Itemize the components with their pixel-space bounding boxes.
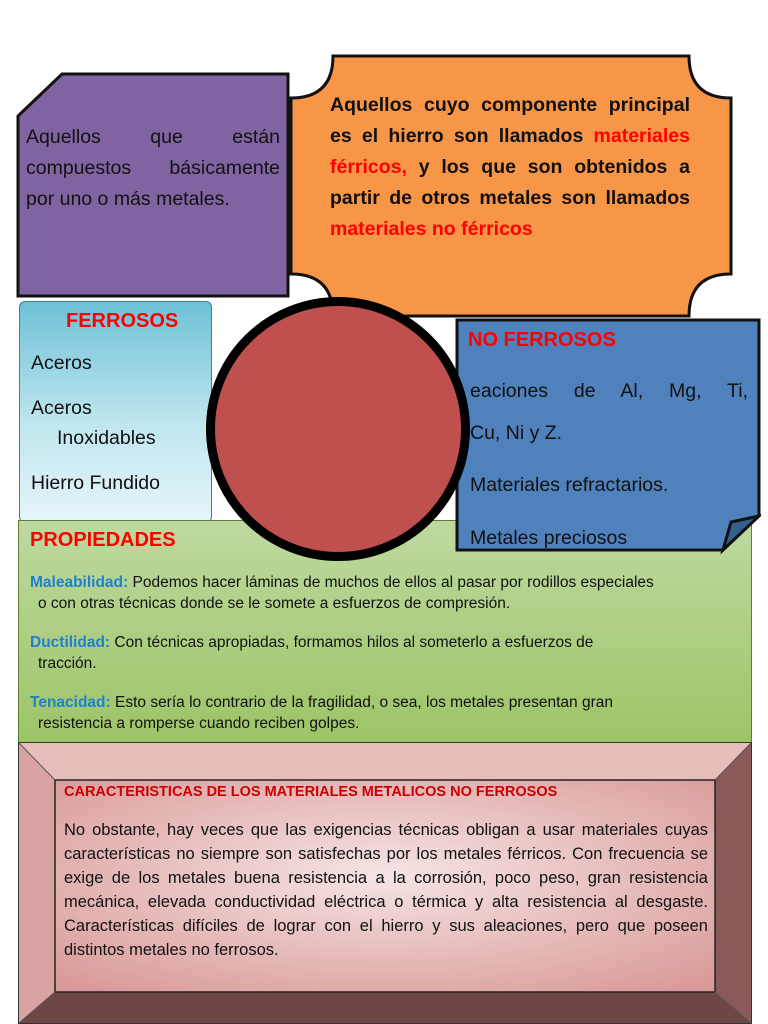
ferrosos-title: FERROSOS [66, 310, 179, 332]
prop-line: Podemos hacer láminas de muchos de ellos al pasar por rodillos especiales [128, 574, 654, 591]
prop-maleabilidad [30, 572, 746, 614]
caracteristicas-body: No obstante, hay veces que las exigencias técnicas obligan a usar materiales cuyas características no siempre son satisfechas por los metales férricos. Con frecuencia se exige de los metales buena resistencia a la corrosión, poco peso, gran resistencia mecánica, elevada conductividad eléctrica o térmica y alta resistencia al desgaste. Características difíciles de lograr con el hierro y sus aleaciones, pero que poseen distintos metales no ferrosos. [64, 821, 708, 959]
prop-tenacidad [30, 692, 746, 734]
no-ferrosos-item-aleaciones: eaciones de Al, Mg, Ti, [470, 380, 748, 402]
ferrosos-item-aceros-inox: Aceros [31, 397, 92, 419]
orange-box-text [330, 90, 690, 245]
term-tenacidad: Tenacidad [30, 694, 106, 711]
center-circle [206, 297, 470, 561]
ferrosos-item-aceros: Aceros [31, 352, 92, 374]
purple-box-text: Aquellos que están compuestos básicamente por uno o más metales. [26, 126, 280, 210]
term-ductilidad: Ductilidad [30, 634, 105, 651]
no-ferrosos-title: NO FERROSOS [468, 329, 616, 351]
propiedades-title: PROPIEDADES [30, 529, 176, 551]
prop-line: tracción. [38, 655, 97, 672]
prop-line: Con técnicas apropiadas, formamos hilos al someterlo a esfuerzos de [110, 634, 594, 651]
term-maleabilidad: Maleabilidad [30, 574, 124, 591]
no-ferrosos-item-cu-ni: Cu, Ni y Z. [470, 422, 563, 444]
caracteristicas-title: CARACTERISTICAS DE LOS MATERIALES METALICOS NO FERROSOS [64, 784, 558, 800]
prop-ductilidad [30, 632, 746, 674]
orange-text-part2: y los que son obtenidos a partir de otros metales son llamados [330, 156, 690, 209]
orange-text-part1: Aquellos cuyo componente principal es el hierro son llamados [330, 94, 690, 147]
term-sep: : [105, 694, 111, 711]
term-sep: : [104, 634, 111, 651]
highlight-no-ferricos: materiales no férricos [330, 218, 533, 240]
prop-line: Esto sería lo contrario de la fragilidad, o sea, los metales presentan gran [110, 694, 613, 711]
ferrosos-item-hierro: Hierro Fundido [31, 472, 160, 494]
no-ferrosos-item-preciosos: Metales preciosos [470, 527, 628, 549]
prop-line: resistencia a romperse cuando reciben golpes. [38, 715, 360, 732]
no-ferrosos-item-refractarios: Materiales refractarios. [470, 474, 669, 496]
term-sep: : [123, 574, 129, 591]
prop-line: o con otras técnicas donde se le somete a esfuerzos de compresión. [38, 595, 511, 612]
highlight-ferricos: materiales férricos, [330, 125, 690, 178]
ferrosos-item-inoxidables: Inoxidables [57, 427, 156, 449]
